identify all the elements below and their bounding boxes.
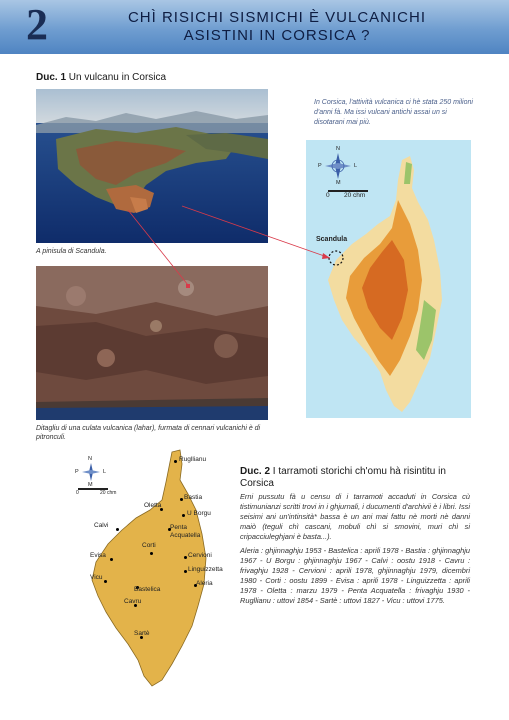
pointer-arrowhead	[322, 253, 330, 259]
earthquake-map	[64, 448, 234, 688]
page-title-line1: CHÌ RISICHI SISMICHI È VULCANICHI	[127, 9, 427, 26]
place-label: Cervioni	[188, 552, 212, 559]
page-title-line2: ASISTINI IN CORSICA ?	[183, 27, 371, 44]
place-label: Bastelica	[134, 586, 161, 593]
photo1-caption: A pinisula di Scandula.	[36, 248, 107, 255]
place-dot	[182, 514, 185, 517]
doc1-label: Duc. 1	[36, 72, 67, 83]
compass-s: M	[336, 180, 341, 186]
compass-w: P	[318, 163, 322, 169]
doc2-body: Erni pussutu fà u censu di i tarramoti accaduti in Corsica cù tistimunianzi scritti trovi in i ghjurnali, i ducumenti d'archivii è i libri. Issi seisimi ani un'intinsità* bassa è un ani mai fattu nè morti nè danni maiò (teguli chì cascani, mobuli chì si smovini, muri chì si cripacciuleghjani è basta...).	[240, 492, 470, 541]
doc1-title: Un vulcanu in Corsica	[68, 72, 167, 83]
place-label: U Borgu	[187, 510, 211, 517]
place-label: Vicu	[90, 574, 103, 581]
photo2-caption: Ditagliu di una culata vulcanica (lahar), furmata di cennari vulcanichi è di pitronculi.	[36, 425, 261, 441]
chapter-number: 2	[26, 0, 48, 49]
place-dot	[184, 570, 187, 573]
compass-e: L	[354, 163, 358, 169]
place-dot	[150, 552, 153, 555]
compass-n: N	[336, 146, 340, 152]
place-dot	[110, 558, 113, 561]
place-dot	[116, 528, 119, 531]
place-dot	[174, 460, 177, 463]
compass-rose-icon	[81, 462, 101, 482]
eq-scale-start: 0	[76, 490, 79, 496]
place-label: Bastia	[184, 494, 203, 501]
place-label: Corti	[142, 542, 156, 549]
compass-e: L	[103, 469, 107, 475]
place-label: Penta Acquatella	[170, 524, 201, 539]
place-label: Linguizzetta	[188, 566, 223, 573]
doc1-side-note: In Corsica, l'attività vulcanica ci hè stata 250 milioni d'anni fà. Ma issi vulcani antichi assai un si disotarani mai più.	[314, 99, 473, 126]
eq-scale-end: 20 chm	[100, 490, 117, 496]
pointer-to-map	[182, 206, 330, 258]
doc2-label: Duc. 2	[240, 466, 271, 477]
relief-scale-end: 20 chm	[344, 192, 366, 199]
place-label: Rugllianu	[179, 456, 207, 463]
compass-n: N	[88, 456, 92, 462]
place-label: Aleria	[196, 580, 213, 587]
relief-scale-start: 0	[326, 192, 330, 199]
place-dot	[184, 556, 187, 559]
compass-w: P	[75, 469, 79, 475]
place-label: Oletta	[144, 502, 162, 509]
place-dot	[180, 498, 183, 501]
doc2-title: I tarramoti storichi ch'omu hà risintitu in Corsica	[240, 466, 446, 489]
eq-map-compass	[75, 456, 107, 490]
place-label: Evisa	[90, 552, 106, 559]
scandula-map-label: Scandula	[316, 236, 348, 243]
doc2-list: Aleria : ghjinnaghju 1953 - Bastelica : aprili 1978 - Bastia : ghjinnaghju 1967 - U Borgu : ghjinnaghju 1967 - Calvi : oostu 1918 - Cavru : frivaghju 1928 - Cervioni : aprili 1978, ghjinnaghju 1979, dicembri 1980 - Corti : oostu 1899 - Evisa : aprili 1978 - Linguizzetta : aprili 1978 - Oletta : marzu 1979 - Penta Acquatella : frivaghju 1930 - Rugllianu : uttovi 1854 - Sartè : uttovi 1827 - Vicu : uttovi 1775.	[240, 546, 470, 605]
place-label: Calvi	[94, 522, 109, 529]
place-label: Cavru	[124, 598, 142, 605]
place-dot	[104, 580, 107, 583]
place-label: Sartè	[134, 630, 150, 637]
compass-s: M	[88, 482, 93, 488]
doc2-heading	[240, 466, 470, 490]
pointer-to-detail	[128, 210, 188, 285]
